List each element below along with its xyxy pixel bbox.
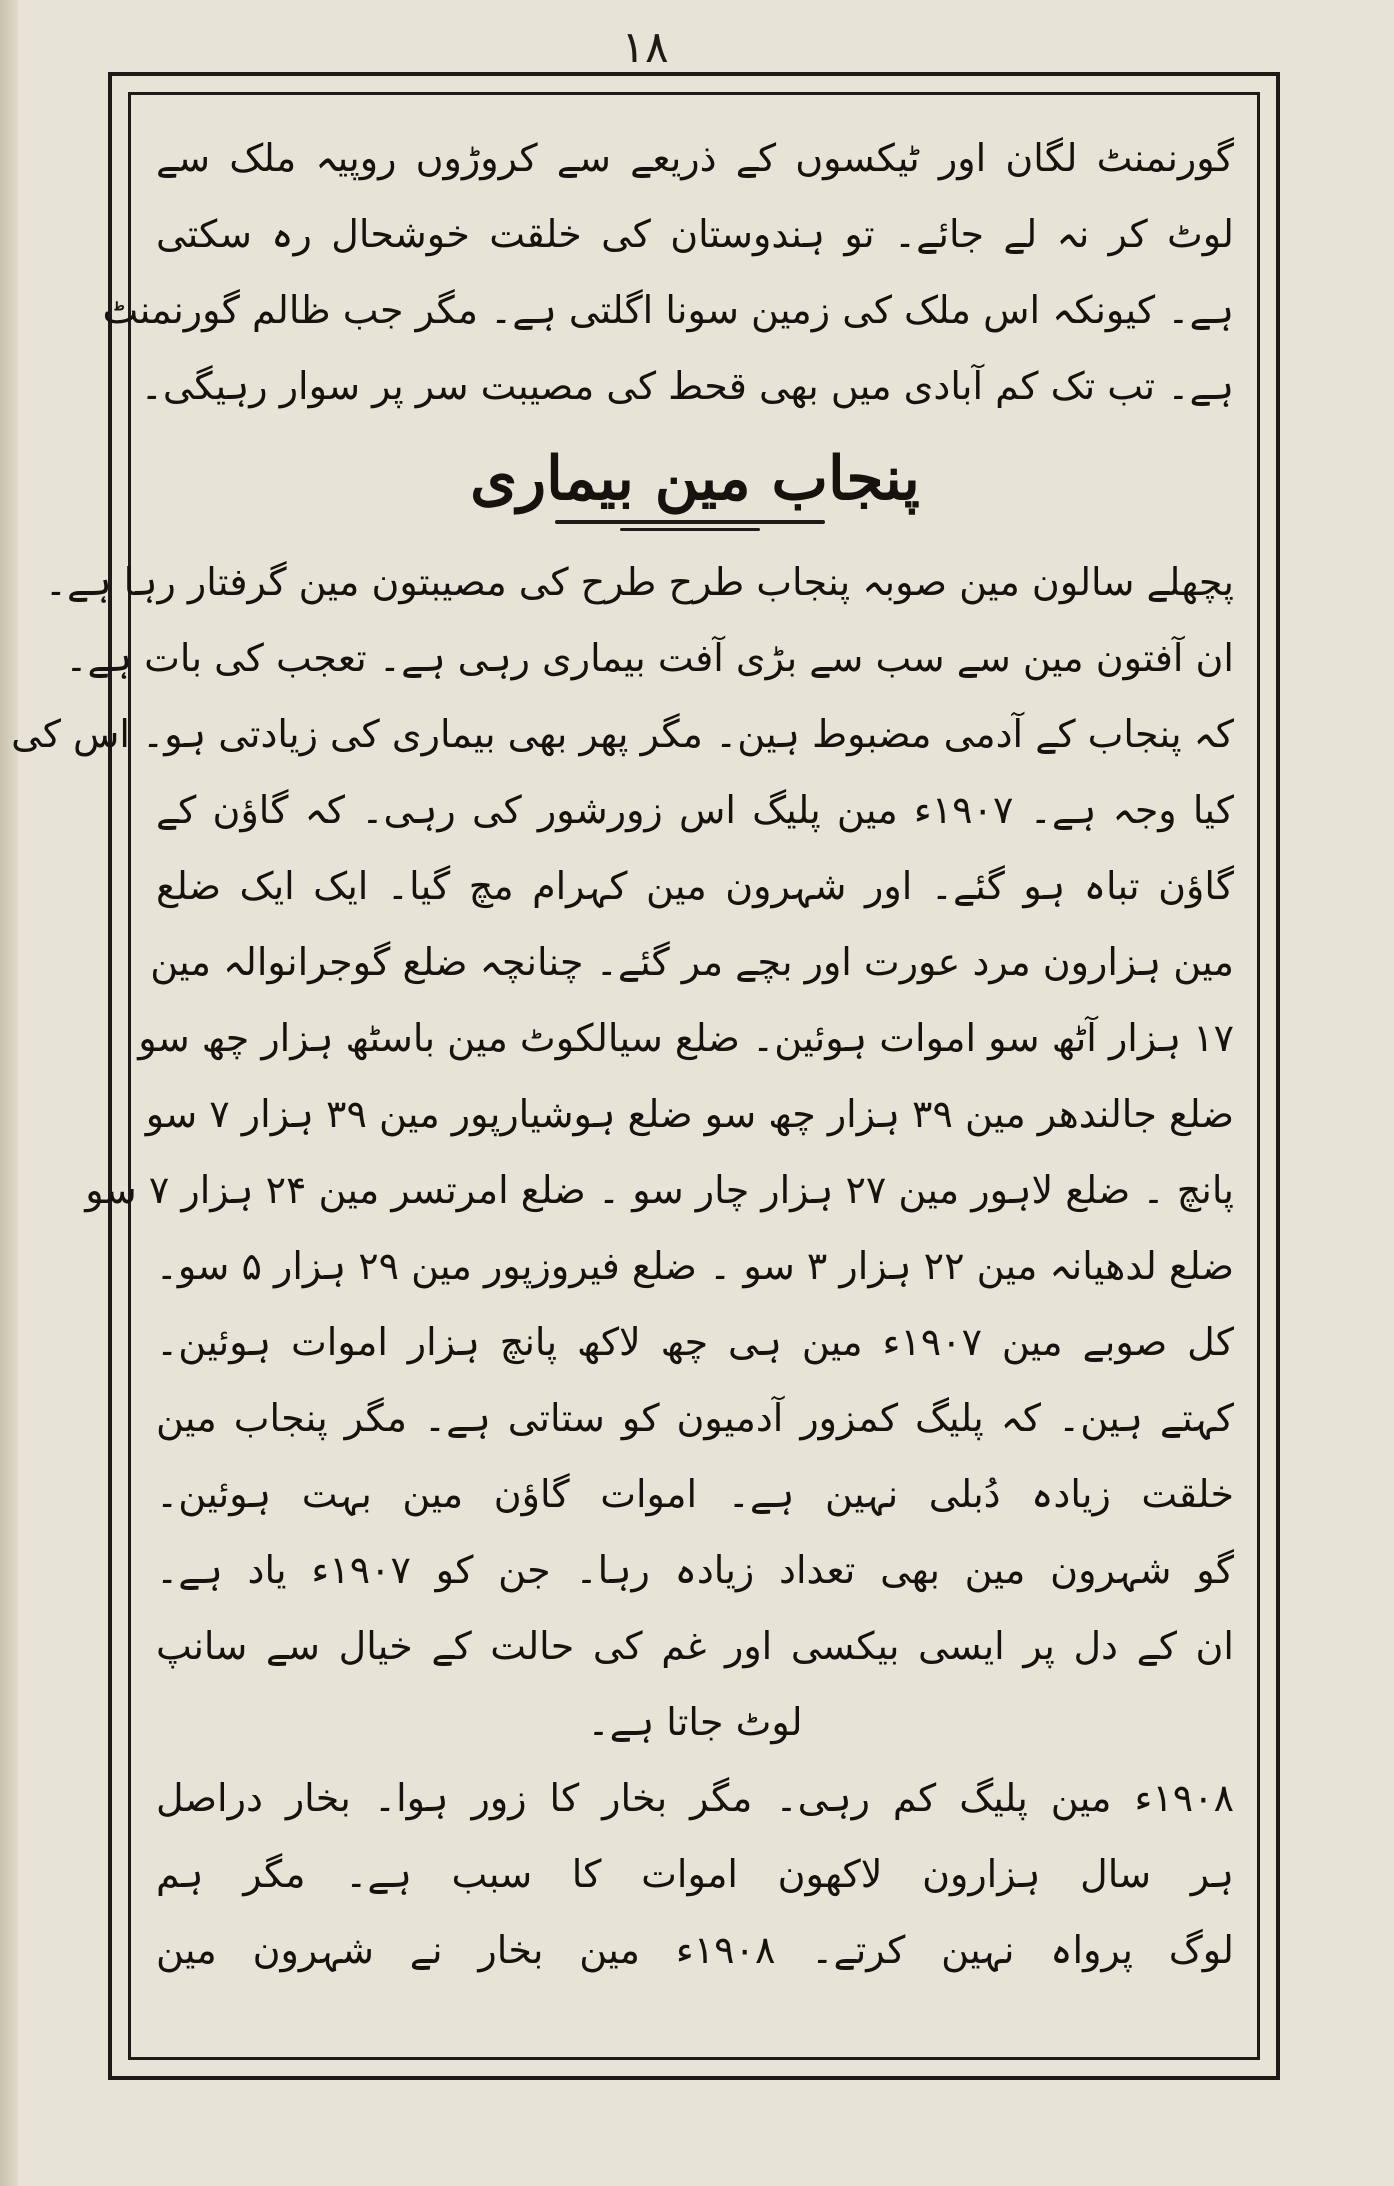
body-line: پانچ ۔ ضلع لاہور مین ۲۷ ہزار چار سو ۔ ضلع امرتسر مین ۲۴ ہزار ۷ سو [85, 1168, 1234, 1212]
body-line: ضلع لدھیانہ مین ۲۲ ہزار ۳ سو ۔ ضلع فیروزپور مین ۲۹ ہزار ۵ سو۔ [155, 1244, 1234, 1288]
body-line: لوگ پرواہ نہین کرتے۔ ۱۹۰۸ء مین بخار نے شہرون مین [156, 1928, 1235, 1972]
intro-line: ہے۔ کیونکہ اس ملک کی زمین سونا اگلتی ہے۔ مگر جب ظالم گورنمنٹ [102, 288, 1234, 332]
page-number: ۱۸ [621, 22, 669, 73]
intro-line: گورنمنٹ لگان اور ٹیکسوں کے ذریعے سے کروڑوں روپیہ ملک سے [156, 136, 1234, 180]
body-line: پچھلے سالون مین صوبہ پنجاب طرح طرح کی مصیبتون مین گرفتار رہا ہے۔ [44, 560, 1234, 604]
body-line: کیا وجہ ہے۔ ۱۹۰۷ء مین پلیگ اس زورشور کی رہی۔ کہ گاؤن کے [156, 788, 1234, 832]
body-line: ان آفتون مین سے سب سے بڑی آفت بیماری رہی ہے۔ تعجب کی بات ہے۔ [65, 636, 1234, 680]
body-line: ان کے دل پر ایسی بیکسی اور غم کی حالت کے خیال سے سانپ [156, 1624, 1234, 1668]
body-line: ۱۷ ہزار آٹھ سو اموات ہوئین۔ ضلع سیالکوٹ مین باسٹھ ہزار چھ سو [138, 1016, 1234, 1060]
body-line: ہر سال ہزارون لاکھون اموات کا سبب ہے۔ مگر ہم [156, 1852, 1234, 1896]
body-line: ضلع جالندھر مین ۳۹ ہزار چھ سو ضلع ہوشیارپور مین ۳۹ ہزار ۷ سو [145, 1092, 1234, 1136]
section-heading: پنجاب مین بیماری [470, 444, 920, 514]
body-line: گو شہرون مین بھی تعداد زیادہ رہا۔ جن کو ۱۹۰۷ء یاد ہے۔ [156, 1548, 1234, 1592]
body-line: خلقت زیادہ دُبلی نہین ہے۔ اموات گاؤن مین بہت ہوئین۔ [156, 1472, 1234, 1516]
body-line: ۱۹۰۸ء مین پلیگ کم رہی۔ مگر بخار کا زور ہوا۔ بخار دراصل [156, 1776, 1234, 1820]
body-line: کہتے ہین۔ کہ پلیگ کمزور آدمیون کو ستاتی ہے۔ مگر پنجاب مین [156, 1396, 1234, 1440]
page-text [11, 120, 1240, 1988]
body-line: گاؤن تباہ ہو گئے۔ اور شہرون مین کہرام مچ گیا۔ ایک ایک ضلع [156, 864, 1234, 908]
heading-underline-flourish [620, 528, 760, 531]
heading-underline [555, 520, 825, 524]
intro-line: لوٹ کر نہ لے جائے۔ تو ہندوستان کی خلقت خوشحال رہ سکتی [156, 212, 1234, 256]
section-heading-block [150, 424, 1240, 544]
intro-line: ہے۔ تب تک کم آبادی میں بھی قحط کی مصیبت سر پر سوار رہیگی۔ [140, 364, 1234, 408]
body-line: کہ پنجاب کے آدمی مضبوط ہین۔ مگر پھر بھی بیماری کی زیادتی ہو۔ اس کی [11, 712, 1234, 756]
body-line: لوٹ جاتا ہے۔ [587, 1700, 803, 1744]
body-line: کل صوبے مین ۱۹۰۷ء مین ہی چھ لاکھ پانچ ہزار اموات ہوئین۔ [156, 1320, 1235, 1364]
body-line: مین ہزارون مرد عورت اور بچے مر گئے۔ چنانچہ ضلع گوجرانوالہ مین [150, 940, 1234, 984]
page-edge [0, 0, 18, 2186]
